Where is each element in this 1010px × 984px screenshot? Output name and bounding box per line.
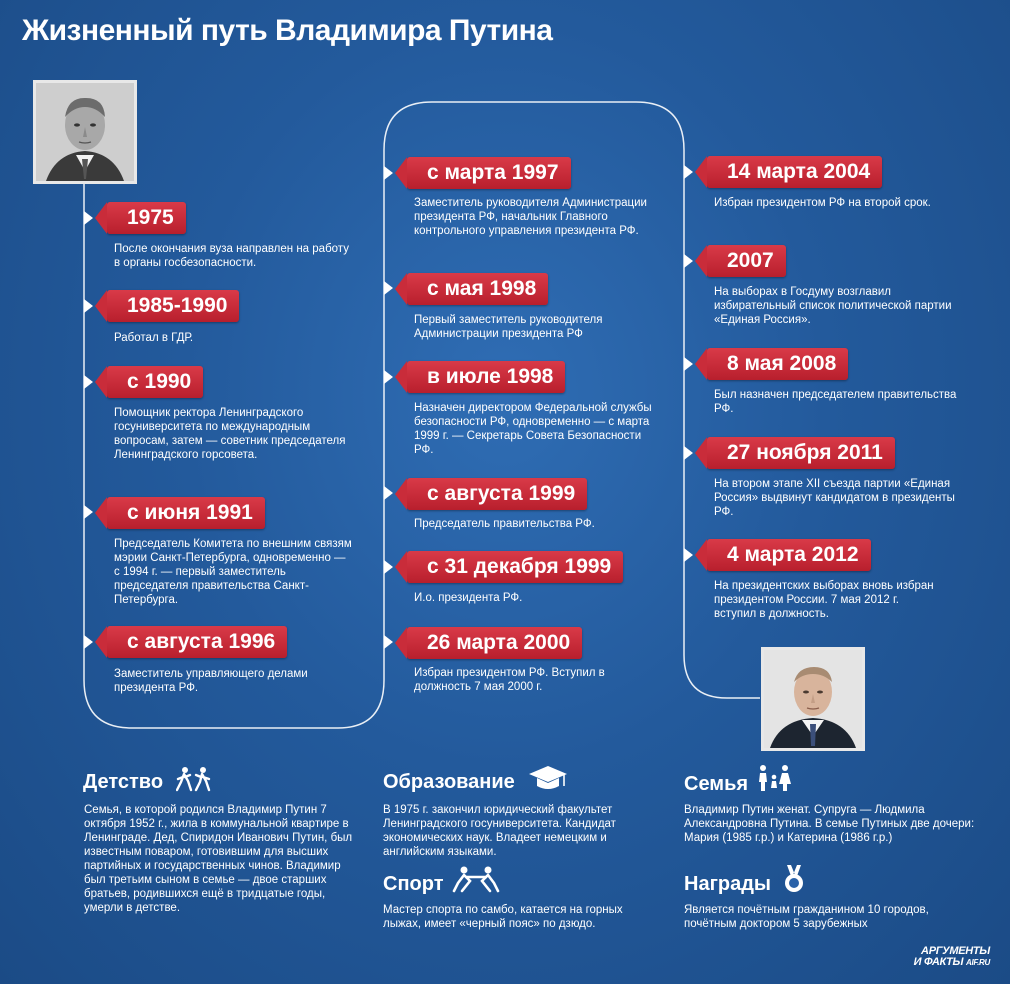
timeline-tick xyxy=(84,299,93,313)
date-label: 14 марта 2004 xyxy=(707,156,882,188)
event-text: Избран президентом РФ на второй срок. xyxy=(714,197,931,209)
date-label: с 1990 xyxy=(107,366,203,398)
event-text: На выборах в Госдуму возглавил избирательный список политической партии «Единая Россия». xyxy=(714,286,952,326)
graduation-cap-icon xyxy=(528,764,568,792)
logo-site: AIF.RU xyxy=(966,958,990,967)
timeline-tick xyxy=(84,635,93,649)
aif-logo xyxy=(896,946,990,976)
timeline-tick xyxy=(84,375,93,389)
timeline-tick xyxy=(684,446,693,460)
event-text: На президентских выборах вновь избран президентом России. 7 мая 2012 г. вступил в должность. xyxy=(714,580,934,620)
event-text: Работал в ГДР. xyxy=(114,332,194,344)
timeline-tick xyxy=(684,357,693,371)
timeline-tick xyxy=(684,165,693,179)
date-label: в июле 1998 xyxy=(407,361,565,393)
event-text: После окончания вуза направлен на работу в органы госбезопасности. xyxy=(114,243,349,269)
young-portrait-photo xyxy=(33,80,137,184)
timeline-tick xyxy=(84,505,93,519)
timeline-tick xyxy=(384,635,393,649)
date-label: 8 мая 2008 xyxy=(707,348,848,380)
family-title: Семья xyxy=(684,773,749,795)
date-label: с 31 декабря 1999 xyxy=(407,551,623,583)
logo-line2: И ФАКТЫ xyxy=(913,956,964,968)
sport-title: Спорт xyxy=(383,873,444,895)
page-title: Жизненный путь Владимира Путина xyxy=(22,14,553,47)
medal-icon xyxy=(782,864,806,894)
date-label: 26 марта 2000 xyxy=(407,627,582,659)
event-text: Председатель Комитета по внешним связям мэрии Санкт-Петербурга, одновременно — с 1994 г. — первый заместитель председателя правительства Санкт-Петербурга. xyxy=(114,538,352,606)
timeline-tick xyxy=(384,486,393,500)
date-label: с мая 1998 xyxy=(407,273,548,305)
childhood-title: Детство xyxy=(83,771,164,793)
event-text: На втором этапе XII съезда партии «Единая Россия» выдвинут кандидатом в президенты РФ. xyxy=(714,478,955,518)
timeline-tick xyxy=(384,166,393,180)
date-label: 2007 xyxy=(707,245,786,277)
event-text: Председатель правительства РФ. xyxy=(414,518,595,530)
childhood-text: Семья, в которой родился Владимир Путин 7 октября 1952 г., жила в коммунальной квартире в Ленинграде. Дед, Спиридон Иванович Путин, был известным поваром, готовившим для высших партийных и государственных чинов. Владимир был третьим сыном в семье — двое старших братьев, родившихся ещё в тридцатые годы, умерли в детстве. xyxy=(84,804,353,914)
date-label: 1985-1990 xyxy=(107,290,239,322)
timeline-tick xyxy=(384,370,393,384)
event-text: Заместитель управляющего делами президента РФ. xyxy=(114,668,308,694)
date-label: 4 марта 2012 xyxy=(707,539,871,571)
children-running-icon xyxy=(176,766,212,792)
date-label: с июня 1991 xyxy=(107,497,265,529)
timeline-tick xyxy=(684,254,693,268)
logo-line1: АРГУМЕНТЫ xyxy=(921,945,990,957)
timeline-tick xyxy=(384,281,393,295)
event-text: Избран президентом РФ. Вступил в должность 7 мая 2000 г. xyxy=(414,667,605,693)
event-text: Помощник ректора Ленинградского госуниверситета по международным вопросам, затем — советник председателя Ленинградского горсовета. xyxy=(114,407,346,461)
family-text: Владимир Путин женат. Супруга — Людмила Александровна Путина. В семье Путиных две дочери: Мария (1985 г.р.) и Катерина (1986 г.р.) xyxy=(684,804,975,844)
event-text: Первый заместитель руководителя Администрации президента РФ xyxy=(414,314,603,340)
awards-title: Награды xyxy=(684,873,772,895)
date-label: 27 ноября 2011 xyxy=(707,437,895,469)
date-label: 1975 xyxy=(107,202,186,234)
event-text: Заместитель руководителя Администрации президента РФ, начальник Главного контрольного управления президента РФ. xyxy=(414,197,647,237)
timeline-tick xyxy=(84,211,93,225)
timeline-tick xyxy=(384,560,393,574)
event-text: Был назначен председателем правительства РФ. xyxy=(714,389,957,415)
wrestling-icon xyxy=(452,865,500,893)
event-text: Назначен директором Федеральной службы безопасности РФ, одновременно — с марта 1999 г. — Секретарь Совета Безопасности РФ. xyxy=(414,402,652,456)
family-icon xyxy=(756,764,792,792)
date-label: с марта 1997 xyxy=(407,157,571,189)
date-label: с августа 1996 xyxy=(107,626,287,658)
sport-text: Мастер спорта по самбо, катается на горных лыжах, имеет «черный пояс» по дзюдо. xyxy=(383,904,623,930)
date-label: с августа 1999 xyxy=(407,478,587,510)
education-title: Образование xyxy=(383,771,515,793)
current-portrait-photo xyxy=(761,647,865,751)
timeline-tick xyxy=(684,548,693,562)
awards-text: Является почётным гражданином 10 городов, почётным доктором 5 зарубежных xyxy=(684,904,929,930)
education-text: В 1975 г. закончил юридический факультет Ленинградского госуниверситета. Кандидат экономических наук. Владеет немецким и английским языками. xyxy=(383,804,616,858)
event-text: И.о. президента РФ. xyxy=(414,592,523,604)
